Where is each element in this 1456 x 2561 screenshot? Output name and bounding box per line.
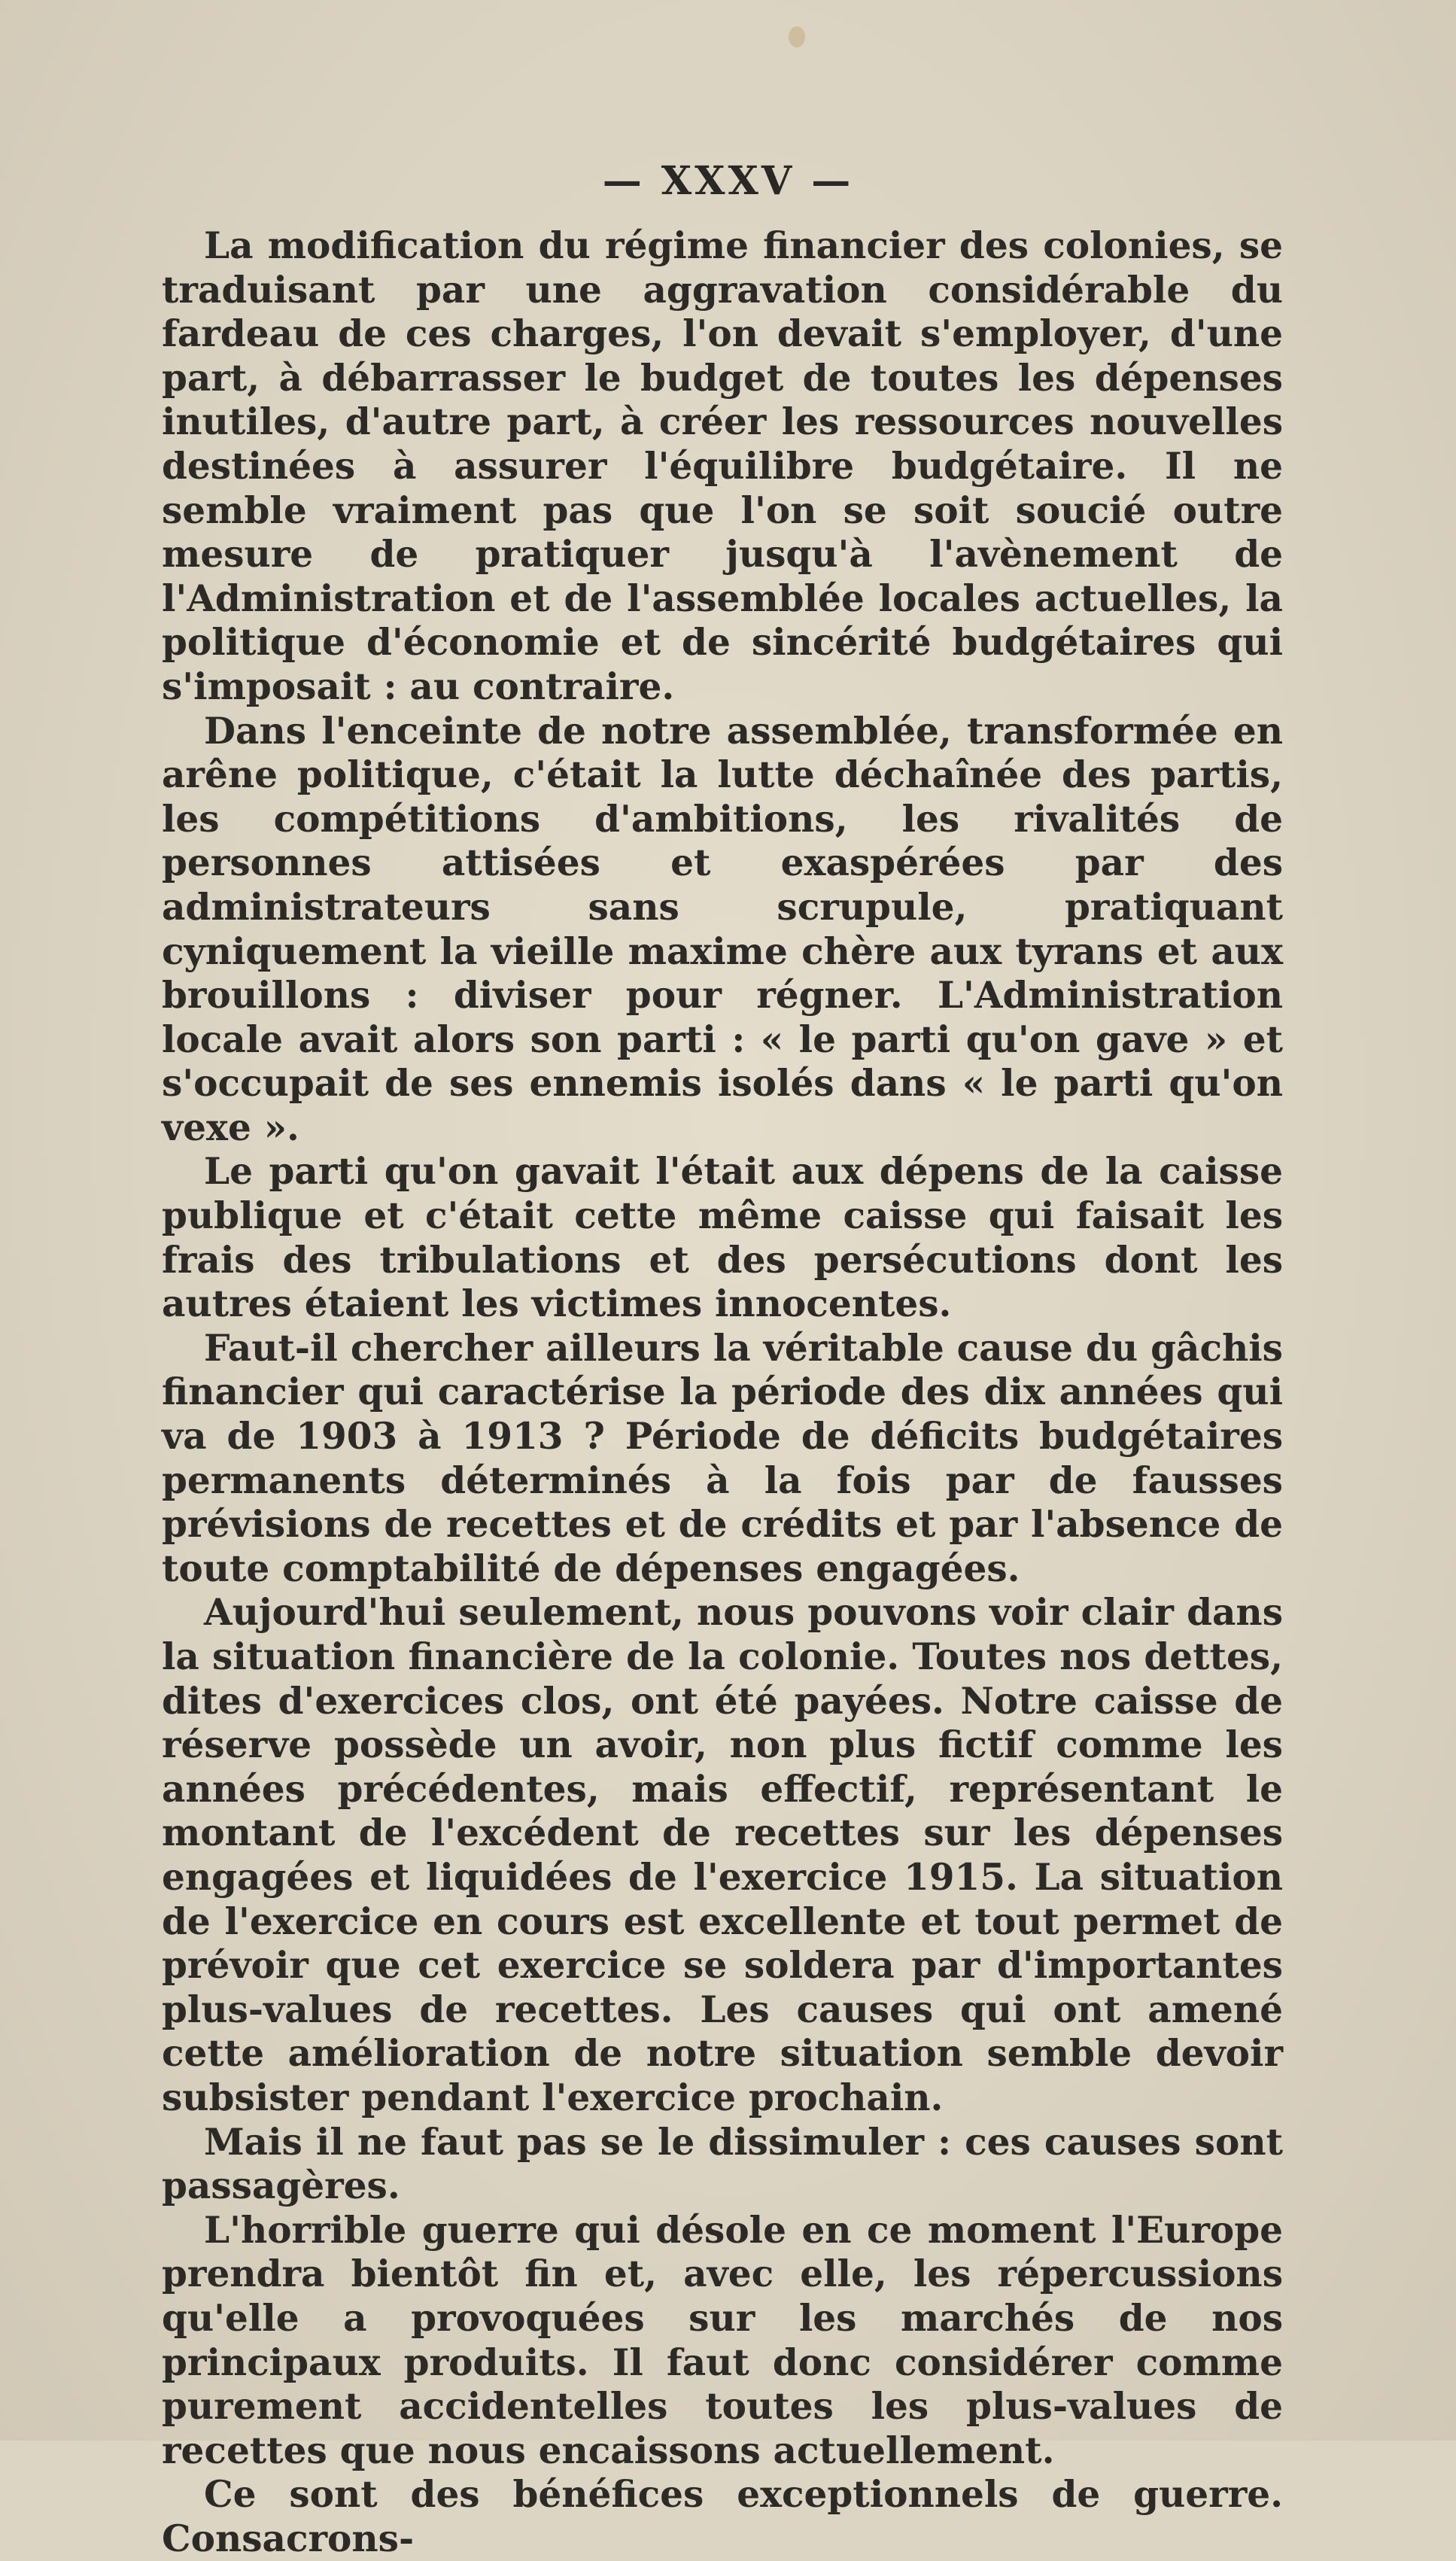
ink-stain <box>789 26 805 47</box>
paragraph: L'horrible guerre qui désole en ce moment l'Europe prendra bientôt fin et, avec elle, les répercussions qu'elle a provoquées sur les marchés de nos principaux produits. Il faut donc considérer comme purement accidentelles toutes les plus-values de recettes que nous encaissons actuellement. <box>162 2208 1283 2472</box>
paragraph: Dans l'enceinte de notre assemblée, transformée en arêne politique, c'était la lutte déchaînée des partis, les compétitions d'ambitions, les rivalités de personnes attisées et exaspérées par des administrateurs sans scrupule, pratiquant cyniquement la vieille maxime chère aux tyrans et aux brouillons : diviser pour régner. L'Administration locale avait alors son parti : « le parti qu'on gave » et s'occupait de ses ennemis isolés dans « le parti qu'on vexe ». <box>162 709 1283 1149</box>
page-number: — XXXV — <box>602 158 854 204</box>
paragraph: Faut-il chercher ailleurs la véritable cause du gâchis financier qui caractérise la période des dix années qui va de 1903 à 1913 ? Période de déficits budgétaires permanents déterminés à la fois par de fausses prévisions de recettes et de crédits et par l'absence de toute comptabilité de dépenses engagées. <box>162 1326 1283 1590</box>
body-text <box>162 224 1283 2561</box>
paragraph: Ce sont des bénéfices exceptionnels de guerre. Consacrons- <box>162 2473 1283 2560</box>
paragraph: La modification du régime financier des colonies, se traduisant par une aggravation considérable du fardeau de ces charges, l'on devait s'employer, d'une part, à débarrasser le budget de toutes les dépenses inutiles, d'autre part, à créer les ressources nouvelles destinées à assurer l'équilibre budgétaire. Il ne semble vraiment pas que l'on se soit soucié outre mesure de pratiquer jusqu'à l'avènement de l'Administration et de l'assemblée locales actuelles, la politique d'économie et de sincérité budgétaires qui s'imposait : au contraire. <box>162 224 1283 708</box>
paragraph: Le parti qu'on gavait l'était aux dépens de la caisse publique et c'était cette même caisse qui faisait les frais des tribulations et des persécutions dont les autres étaient les victimes innocentes. <box>162 1150 1283 1326</box>
paragraph: Aujourd'hui seulement, nous pouvons voir clair dans la situation financière de la colonie. Toutes nos dettes, dites d'exercices clos, ont été payées. Notre caisse de réserve possède un avoir, non plus fictif comme les années précédentes, mais effectif, représentant le montant de l'excédent de recettes sur les dépenses engagées et liquidées de l'exercice 1915. La situation de l'exercice en cours est excellente et tout permet de prévoir que cet exercice se soldera par d'importantes plus-values de recettes. Les causes qui ont amené cette amélioration de notre situation semble devoir subsister pendant l'exercice prochain. <box>162 1591 1283 2119</box>
paragraph: Mais il ne faut pas se le dissimuler : ces causes sont passagères. <box>162 2120 1283 2208</box>
